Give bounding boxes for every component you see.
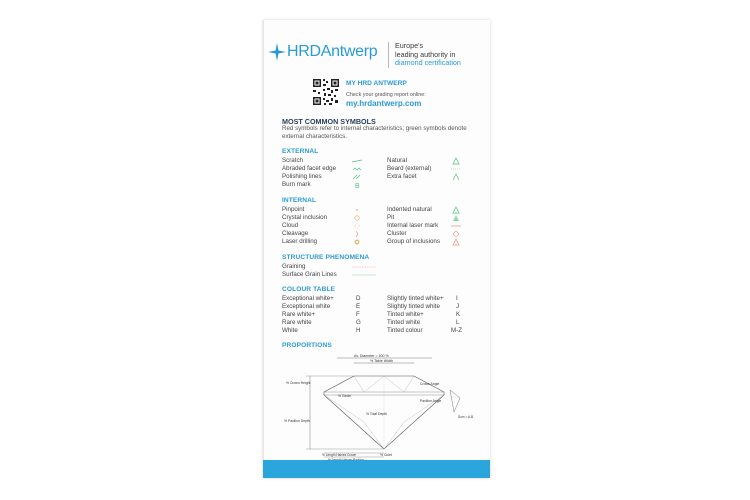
external-item-burn: Burn mark [282,181,311,188]
length-halves-crown-label: % Length Halves Crown [322,453,357,457]
colour-grade: K [456,311,461,318]
internal-item-pinpoint: Pinpoint [282,206,305,213]
logo-divider [388,42,389,68]
colour-grade: E [356,303,361,310]
external-heading: EXTERNAL [282,148,319,155]
colour-grade: I [456,295,458,302]
colour-name: Slightly tinted white [387,303,440,310]
internal-item-laser-mark: Internal laser mark [387,222,439,229]
pavilion-depth-label: % Pavilion Depth [284,419,310,423]
cloud-symbol-icon [352,222,362,230]
tagline-line-1: Europe's [395,41,424,50]
qr-code-icon [312,78,340,106]
colour-name: Tinted colour [387,327,423,334]
card-edge [263,20,264,478]
structure-heading: STRUCTURE PHENOMENA [282,254,370,261]
internal-item-cluster: Cluster [387,230,407,237]
internal-heading: INTERNAL [282,197,317,204]
star-logo-icon [268,43,286,61]
pavilion-angle-label: Pavilion Angle [420,399,442,403]
scratch-symbol-icon [352,157,362,165]
external-item-beard: Beard (external) [387,165,432,172]
my-hrd-url[interactable]: my.hrdantwerp.com [346,99,422,108]
external-item-extra-facet: Extra facet [387,173,417,180]
diameter-label: Av. Diameter = 100 % [354,354,389,358]
internal-item-cleavage: Cleavage [282,230,309,237]
graining-symbol-icon [352,263,376,271]
colour-grade: F [356,311,360,318]
crown-height-label: % Crown Height [286,381,311,385]
colour-name: Rare white [282,319,312,326]
crown-angle-label: Crown Angle [420,382,440,386]
internal-item-indented-natural: Indented natural [387,206,432,213]
surface-grain-symbol-icon [352,271,376,279]
internal-item-crystal: Crystal inclusion [282,214,328,221]
bottom-color-band [263,460,490,478]
internal-item-laser-drilling: Laser drilling [282,238,318,245]
table-width-label: % Table Width [370,359,393,363]
group-inclusions-symbol-icon [451,238,461,246]
internal-item-group: Group of inclusions [387,238,440,245]
cleavage-symbol-icon [352,230,362,238]
tagline-line-2: leading authority in [395,49,456,59]
diamond-proportions-diagram [282,352,487,462]
colour-name: Rare white+ [282,311,316,318]
polishing-lines-symbol-icon [352,173,362,181]
symbols-heading: MOST COMMON SYMBOLS [282,117,376,126]
abraded-edge-symbol-icon [352,165,362,173]
colour-name: Tinted white [387,319,421,326]
colour-table-heading: COLOUR TABLE [282,286,336,293]
internal-item-pit: Pit [387,214,395,221]
colour-grade: J [456,303,460,310]
colour-grade: L [456,319,460,326]
brand-name: HRDAntwerp [287,43,378,60]
my-hrd-text: Check your grading report online: [346,92,426,98]
hrd-logo [268,43,377,61]
cluster-symbol-icon [451,230,461,238]
svg-text:B: B [355,183,360,189]
girdle-label: % Girdle [338,394,352,398]
pinpoint-symbol-icon [352,206,362,214]
extra-facet-symbol-icon [451,173,461,181]
structure-item-graining: Graining [282,263,306,270]
crystal-symbol-icon [352,214,362,222]
tagline-line-3: diamond certification [395,58,461,68]
colour-name: Tinted white+ [387,311,424,318]
colour-grade: G [356,319,361,326]
external-item-natural: Natural [387,157,407,164]
hrd-info-card [263,20,490,478]
brand-tagline [395,42,461,68]
external-item-abraded: Abraded facet edge [282,165,337,172]
angle-sum-triangle [450,390,460,412]
burn-mark-symbol-icon [352,181,362,189]
my-hrd-title: MY HRD ANTWERP [346,80,407,87]
pit-symbol-icon [451,214,461,222]
total-depth-label: % Total Depth [366,412,388,416]
internal-item-cloud: Cloud [282,222,299,229]
laser-mark-symbol-icon [451,222,461,230]
symbols-intro: Red symbols refer to internal characteristics; green symbols denote external characteristics. [282,125,467,140]
colour-grade: H [356,327,361,334]
colour-grade: D [356,295,361,302]
colour-name: Exceptional white+ [282,295,334,302]
external-item-polishing: Polishing lines [282,173,322,180]
natural-symbol-icon [451,157,461,165]
colour-name: Exceptional white [282,303,331,310]
colour-name: Slightly tinted white+ [387,295,444,302]
sum-label: Sum = A.B [458,415,474,419]
culet-label: % Culet [380,453,392,457]
proportions-heading: PROPORTIONS [282,342,332,349]
colour-name: White [282,327,298,334]
beard-symbol-icon [451,165,461,173]
structure-item-surface-grain: Surface Grain Lines [282,271,337,278]
indented-natural-symbol-icon [451,206,461,214]
laser-drilling-symbol-icon [352,238,362,246]
colour-grade: M-Z [451,327,462,334]
external-item-scratch: Scratch [282,157,303,164]
